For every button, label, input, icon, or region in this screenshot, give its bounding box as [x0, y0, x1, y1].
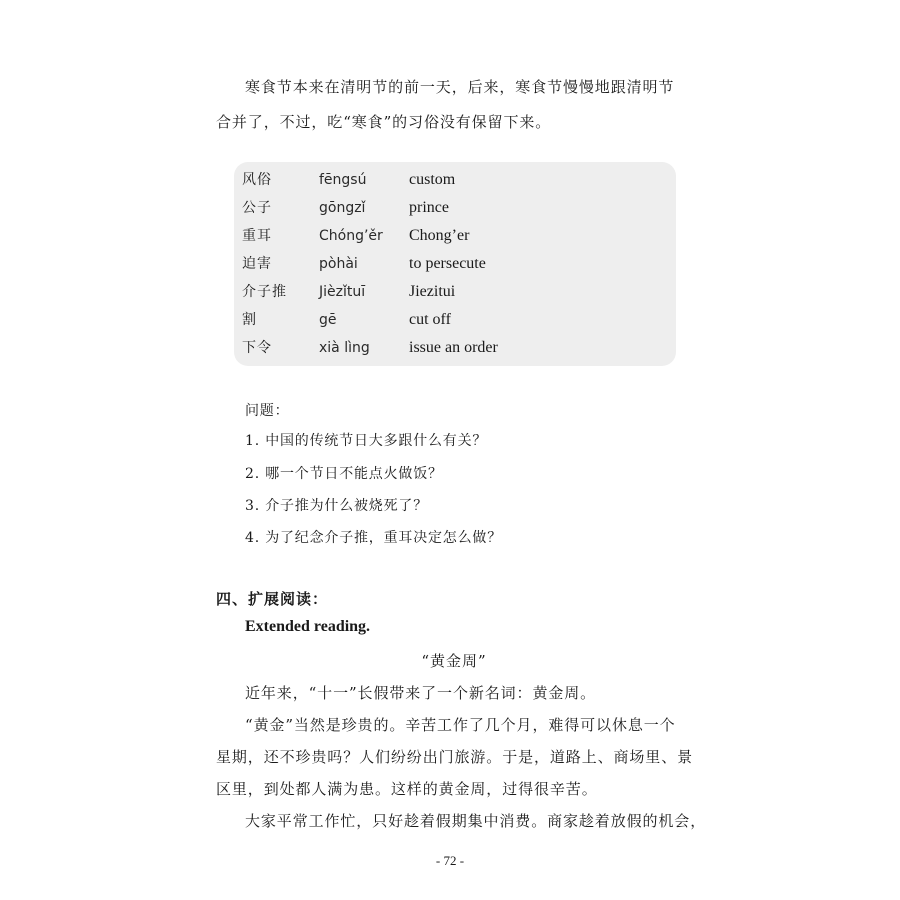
reading-line: 大家平常工作忙，只好趁着假期集中消费。商家趁着放假的机会， — [245, 812, 707, 830]
vocabulary-box — [234, 162, 676, 366]
vocab-chinese: 割 — [242, 312, 257, 328]
vocab-pinyin: xià lìng — [319, 340, 370, 356]
intro-line-2: 合并了，不过，吃“寒食”的习俗没有保留下来。 — [216, 113, 552, 131]
vocab-english: issue an order — [409, 339, 498, 356]
vocab-pinyin: gē — [319, 312, 337, 328]
questions-title: 问题： — [245, 403, 290, 419]
vocab-chinese: 下令 — [242, 340, 272, 356]
vocab-pinyin: fēngsú — [319, 172, 367, 188]
vocab-pinyin: pòhài — [319, 256, 358, 272]
vocab-row — [234, 194, 676, 222]
vocab-english: Chong’er — [409, 227, 470, 244]
section-title: 四、扩展阅读： — [216, 590, 329, 608]
reading-line: 星期，还不珍贵吗？人们纷纷出门旅游。于是，道路上、商场里、景 — [216, 748, 694, 766]
vocab-chinese: 介子推 — [242, 284, 287, 300]
vocab-english: prince — [409, 199, 449, 216]
vocab-english: to persecute — [409, 255, 486, 272]
section-subtitle: Extended reading. — [245, 618, 371, 635]
vocab-pinyin: Chóng’ěr — [319, 228, 383, 244]
vocab-row — [234, 278, 676, 306]
vocab-chinese: 重耳 — [242, 228, 272, 244]
vocab-chinese: 公子 — [242, 200, 272, 216]
question-item: 1. 中国的传统节日大多跟什么有关？ — [245, 433, 488, 449]
vocab-english: custom — [409, 171, 456, 188]
vocab-pinyin: gōngzǐ — [319, 200, 366, 216]
vocab-row — [234, 334, 676, 362]
vocab-row — [234, 222, 676, 250]
vocab-english: cut off — [409, 311, 451, 328]
vocab-row — [234, 166, 676, 194]
vocab-chinese: 风俗 — [242, 172, 272, 188]
page-number: - 72 - — [435, 853, 465, 868]
vocab-row — [234, 306, 676, 334]
vocab-row — [234, 250, 676, 278]
question-item: 2. 哪一个节日不能点火做饭？ — [245, 466, 443, 482]
reading-line: 区里，到处都人满为患。这样的黄金周，过得很辛苦。 — [216, 780, 598, 798]
vocab-pinyin: Jièzǐtuī — [319, 284, 366, 300]
vocab-english: Jiezitui — [409, 283, 456, 300]
question-item: 4. 为了纪念介子推，重耳决定怎么做？ — [245, 530, 503, 546]
reading-title: “黄金周” — [421, 652, 487, 670]
vocab-chinese: 迫害 — [242, 256, 272, 272]
reading-line: 近年来，“十一”长假带来了一个新名词：黄金周。 — [245, 684, 597, 702]
intro-line-1: 寒食节本来在清明节的前一天，后来，寒食节慢慢地跟清明节 — [245, 78, 675, 96]
reading-line: “黄金”当然是珍贵的。辛苦工作了几个月，难得可以休息一个 — [245, 716, 676, 734]
question-item: 3. 介子推为什么被烧死了？ — [245, 498, 429, 514]
